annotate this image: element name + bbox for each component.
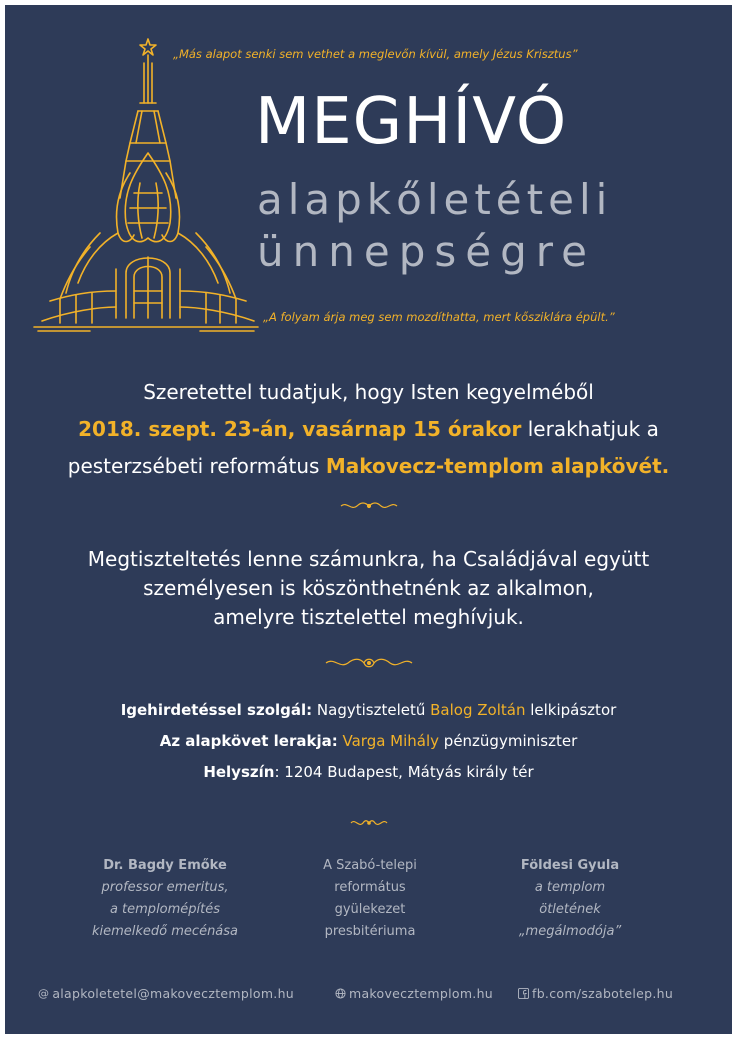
ornament-divider-small	[349, 817, 389, 829]
detail-venue	[5, 757, 732, 788]
preacher-label: Igehirdetéssel szolgál:	[120, 701, 313, 719]
announcement-line-1: Szeretettel tudatjuk, hogy Isten kegyelméből	[143, 380, 594, 404]
announcement	[5, 374, 732, 485]
email-text: alapkoletetel@makovecztemplom.hu	[52, 986, 295, 1001]
stone-layer-name: Varga Mihály	[342, 732, 440, 750]
facebook-icon	[518, 988, 529, 999]
subtitle-line-2: ünnepségre	[257, 227, 596, 276]
venue-value: : 1204 Budapest, Mátyás király tér	[274, 763, 534, 781]
invitation-text	[5, 545, 732, 632]
subtitle-line-1: alapkőletételi	[257, 175, 613, 224]
signature-line: „megálmodója”	[518, 924, 622, 939]
quote-top: „Más alapot senki sem vethet a meglevőn kívül, amely Jézus Krisztus”	[173, 47, 578, 61]
signature-line: A Szabó-telepi	[323, 858, 417, 873]
footer-website[interactable]	[335, 986, 493, 1001]
stone-layer-label: Az alapkövet lerakja:	[159, 732, 338, 750]
footer-facebook[interactable]	[518, 986, 673, 1001]
announcement-line-2-rest: lerakhatjuk a	[521, 417, 659, 441]
announcement-line-3-start: pesterzsébeti református	[67, 454, 326, 478]
footer-email[interactable]	[38, 986, 294, 1001]
globe-icon	[335, 988, 346, 999]
signature-line: ötletének	[539, 902, 601, 917]
invitation-card	[5, 5, 732, 1034]
signature-line: professor emeritus,	[101, 880, 229, 895]
signature-name: Földesi Gyula	[520, 858, 620, 873]
signature-line: a templomépítés	[109, 902, 221, 917]
signature-presbytery	[285, 855, 455, 943]
at-icon: @	[38, 987, 50, 1000]
signature-line: a templom	[534, 880, 606, 895]
invitation-line-1: Megtiszteltetés lenne számunkra, ha Családjával együtt	[87, 547, 650, 571]
announcement-line-3	[5, 448, 732, 485]
invitation-line-3: amelyre tisztelettel meghívjuk.	[213, 605, 524, 629]
ornament-divider	[339, 500, 399, 512]
invitation-line-2: személyesen is köszönthetnénk az alkalmon,	[143, 576, 594, 600]
preacher-title: lelkipásztor	[525, 701, 617, 719]
signature-line: gyülekezet	[334, 902, 406, 917]
detail-preacher	[5, 695, 732, 726]
foundation-stone-highlight: Makovecz-templom alapkövét.	[325, 454, 670, 478]
quote-bottom: „A folyam árja meg sem mozdíthatta, mert kősziklára épült.”	[263, 310, 615, 324]
event-details	[5, 695, 732, 788]
signature-bagdy	[70, 855, 260, 943]
event-date: 2018. szept. 23-án, vasárnap 15 órakor	[78, 417, 522, 441]
detail-stone-layer	[5, 726, 732, 757]
preacher-name: Balog Zoltán	[430, 701, 526, 719]
announcement-line-2	[5, 411, 732, 448]
signature-line: presbitériuma	[324, 924, 416, 939]
ornament-divider-large	[324, 655, 414, 671]
signature-line: református	[334, 880, 406, 895]
signature-line: kiemelkedő mecénása	[91, 924, 239, 939]
church-sketch-illustration	[30, 33, 260, 333]
facebook-text: fb.com/szabotelep.hu	[532, 986, 674, 1001]
stone-layer-title: pénzügyminiszter	[439, 732, 578, 750]
page-title: MEGHÍVÓ	[255, 85, 568, 159]
venue-label: Helyszín	[203, 763, 275, 781]
preacher-prefix: Nagytiszteletű	[312, 701, 431, 719]
website-text: makovecztemplom.hu	[349, 986, 494, 1001]
signature-name: Dr. Bagdy Emőke	[103, 858, 227, 873]
signature-foldesi	[480, 855, 660, 943]
